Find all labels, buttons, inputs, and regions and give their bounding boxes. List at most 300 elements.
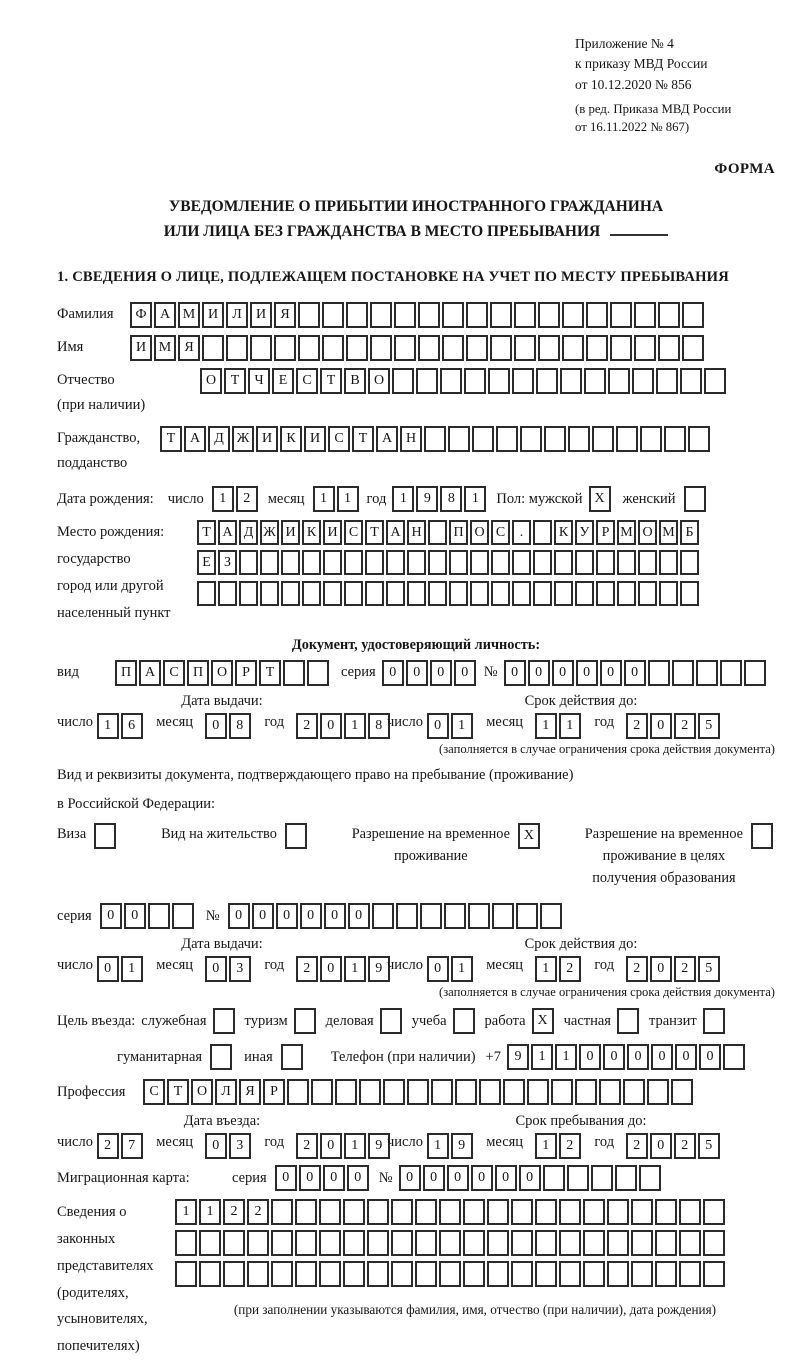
char-cell[interactable]: 2 <box>626 956 648 982</box>
char-cell[interactable] <box>322 335 344 361</box>
checkbox-official[interactable] <box>213 1008 237 1034</box>
char-cell[interactable]: Ч <box>248 368 270 394</box>
char-cell[interactable] <box>751 823 773 849</box>
char-cell[interactable]: К <box>302 520 321 545</box>
char-cell[interactable] <box>560 368 582 394</box>
char-cell[interactable] <box>247 1261 269 1287</box>
char-cell[interactable] <box>671 1079 693 1105</box>
char-cell[interactable] <box>298 335 320 361</box>
char-cell[interactable] <box>94 823 116 849</box>
char-cell[interactable] <box>431 1079 453 1105</box>
checkbox-study[interactable] <box>453 1008 477 1034</box>
char-cell[interactable]: 1 <box>344 713 366 739</box>
char-cell[interactable] <box>591 1165 613 1191</box>
char-cell[interactable] <box>383 1079 405 1105</box>
char-cell[interactable] <box>470 550 489 575</box>
char-cell[interactable] <box>468 903 490 929</box>
char-cell[interactable]: 0 <box>427 956 449 982</box>
char-cell[interactable] <box>319 1199 341 1225</box>
char-cell[interactable] <box>704 368 726 394</box>
char-cell[interactable] <box>370 335 392 361</box>
char-cell[interactable]: О <box>200 368 222 394</box>
checkbox-male[interactable] <box>589 486 613 512</box>
char-cell[interactable]: А <box>386 520 405 545</box>
char-cell[interactable] <box>302 581 321 606</box>
char-cell[interactable] <box>323 581 342 606</box>
char-cell[interactable]: 0 <box>675 1044 697 1070</box>
char-cell[interactable] <box>514 335 536 361</box>
char-cell[interactable] <box>386 581 405 606</box>
char-cell[interactable] <box>455 1079 477 1105</box>
checkbox-private[interactable] <box>617 1008 641 1034</box>
char-cell[interactable] <box>344 550 363 575</box>
char-cell[interactable]: Т <box>320 368 342 394</box>
char-cell[interactable] <box>638 581 657 606</box>
char-cell[interactable]: 2 <box>674 956 696 982</box>
char-cell[interactable] <box>250 335 272 361</box>
checkbox-tourism[interactable] <box>294 1008 318 1034</box>
char-cell[interactable] <box>703 1261 725 1287</box>
char-cell[interactable]: 0 <box>347 1165 369 1191</box>
char-cell[interactable] <box>703 1008 725 1034</box>
char-cell[interactable]: 1 <box>313 486 335 512</box>
char-cell[interactable] <box>639 1165 661 1191</box>
char-cell[interactable]: 0 <box>495 1165 517 1191</box>
char-cell[interactable] <box>617 550 636 575</box>
char-cell[interactable]: 2 <box>626 1133 648 1159</box>
char-cell[interactable] <box>672 660 694 686</box>
char-cell[interactable]: И <box>323 520 342 545</box>
char-cell[interactable] <box>407 581 426 606</box>
char-cell[interactable]: Т <box>197 520 216 545</box>
char-cell[interactable] <box>453 1008 475 1034</box>
char-cell[interactable]: 0 <box>276 903 298 929</box>
char-cell[interactable] <box>365 550 384 575</box>
char-cell[interactable] <box>680 581 699 606</box>
char-cell[interactable] <box>723 1044 745 1070</box>
char-cell[interactable]: А <box>154 302 176 328</box>
char-cell[interactable] <box>610 335 632 361</box>
char-cell[interactable]: Т <box>259 660 281 686</box>
char-cell[interactable]: 2 <box>296 956 318 982</box>
char-cell[interactable] <box>439 1261 461 1287</box>
char-cell[interactable]: 0 <box>427 713 449 739</box>
char-cell[interactable] <box>592 426 614 452</box>
char-cell[interactable] <box>287 1079 309 1105</box>
char-cell[interactable]: 8 <box>440 486 462 512</box>
char-cell[interactable]: 2 <box>626 713 648 739</box>
char-cell[interactable] <box>407 550 426 575</box>
char-cell[interactable]: 0 <box>552 660 574 686</box>
char-cell[interactable]: 9 <box>507 1044 529 1070</box>
char-cell[interactable]: 9 <box>451 1133 473 1159</box>
char-cell[interactable]: 0 <box>579 1044 601 1070</box>
char-cell[interactable]: Р <box>596 520 615 545</box>
char-cell[interactable] <box>583 1199 605 1225</box>
char-cell[interactable] <box>428 581 447 606</box>
char-cell[interactable]: М <box>659 520 678 545</box>
char-cell[interactable]: 9 <box>416 486 438 512</box>
char-cell[interactable]: И <box>130 335 152 361</box>
char-cell[interactable]: 1 <box>535 713 557 739</box>
char-cell[interactable]: И <box>281 520 300 545</box>
char-cell[interactable]: Н <box>400 426 422 452</box>
char-cell[interactable]: В <box>344 368 366 394</box>
char-cell[interactable] <box>202 335 224 361</box>
char-cell[interactable] <box>540 903 562 929</box>
char-cell[interactable] <box>575 1079 597 1105</box>
char-cell[interactable] <box>448 426 470 452</box>
char-cell[interactable]: 1 <box>175 1199 197 1225</box>
char-cell[interactable] <box>424 426 446 452</box>
char-cell[interactable] <box>491 581 510 606</box>
char-cell[interactable]: 5 <box>698 956 720 982</box>
char-cell[interactable] <box>516 903 538 929</box>
char-cell[interactable]: К <box>280 426 302 452</box>
char-cell[interactable] <box>655 1261 677 1287</box>
char-cell[interactable]: М <box>617 520 636 545</box>
char-cell[interactable] <box>491 550 510 575</box>
char-cell[interactable] <box>367 1261 389 1287</box>
char-cell[interactable] <box>535 1230 557 1256</box>
char-cell[interactable] <box>464 368 486 394</box>
char-cell[interactable] <box>583 1230 605 1256</box>
char-cell[interactable]: И <box>304 426 326 452</box>
char-cell[interactable]: Л <box>226 302 248 328</box>
char-cell[interactable] <box>514 302 536 328</box>
char-cell[interactable] <box>487 1261 509 1287</box>
char-cell[interactable] <box>536 368 558 394</box>
char-cell[interactable] <box>559 1199 581 1225</box>
char-cell[interactable] <box>365 581 384 606</box>
char-cell[interactable] <box>533 520 552 545</box>
char-cell[interactable]: 0 <box>504 660 526 686</box>
char-cell[interactable] <box>322 302 344 328</box>
char-cell[interactable]: 9 <box>368 1133 390 1159</box>
char-cell[interactable]: 1 <box>535 956 557 982</box>
char-cell[interactable] <box>559 1261 581 1287</box>
char-cell[interactable]: 0 <box>320 713 342 739</box>
char-cell[interactable] <box>466 335 488 361</box>
char-cell[interactable] <box>586 302 608 328</box>
char-cell[interactable]: 0 <box>399 1165 421 1191</box>
char-cell[interactable] <box>319 1230 341 1256</box>
char-cell[interactable] <box>470 581 489 606</box>
char-cell[interactable]: 0 <box>275 1165 297 1191</box>
char-cell[interactable]: Ж <box>260 520 279 545</box>
char-cell[interactable]: 1 <box>559 713 581 739</box>
char-cell[interactable]: Я <box>239 1079 261 1105</box>
char-cell[interactable] <box>664 426 686 452</box>
char-cell[interactable] <box>463 1261 485 1287</box>
char-cell[interactable]: 0 <box>406 660 428 686</box>
char-cell[interactable] <box>449 550 468 575</box>
char-cell[interactable] <box>213 1008 235 1034</box>
char-cell[interactable] <box>562 302 584 328</box>
char-cell[interactable]: 0 <box>320 1133 342 1159</box>
char-cell[interactable]: П <box>449 520 468 545</box>
char-cell[interactable] <box>632 368 654 394</box>
char-cell[interactable] <box>487 1199 509 1225</box>
char-cell[interactable] <box>503 1079 525 1105</box>
char-cell[interactable] <box>596 550 615 575</box>
char-cell[interactable]: Я <box>274 302 296 328</box>
char-cell[interactable]: 8 <box>368 713 390 739</box>
char-cell[interactable] <box>631 1199 653 1225</box>
char-cell[interactable] <box>428 520 447 545</box>
checkbox-business[interactable] <box>380 1008 404 1034</box>
char-cell[interactable] <box>538 335 560 361</box>
char-cell[interactable]: М <box>178 302 200 328</box>
char-cell[interactable] <box>607 1199 629 1225</box>
char-cell[interactable]: 3 <box>229 1133 251 1159</box>
char-cell[interactable] <box>559 1230 581 1256</box>
char-cell[interactable]: П <box>115 660 137 686</box>
char-cell[interactable]: 0 <box>252 903 274 929</box>
char-cell[interactable]: 1 <box>427 1133 449 1159</box>
char-cell[interactable] <box>682 302 704 328</box>
checkbox-temp-residence-education[interactable] <box>751 823 775 849</box>
char-cell[interactable] <box>343 1261 365 1287</box>
char-cell[interactable]: 0 <box>205 1133 227 1159</box>
char-cell[interactable] <box>680 368 702 394</box>
char-cell[interactable] <box>391 1261 413 1287</box>
char-cell[interactable]: 0 <box>600 660 622 686</box>
char-cell[interactable] <box>394 335 416 361</box>
char-cell[interactable]: 1 <box>531 1044 553 1070</box>
char-cell[interactable]: Ф <box>130 302 152 328</box>
char-cell[interactable]: 0 <box>100 903 122 929</box>
char-cell[interactable] <box>442 335 464 361</box>
checkbox-temp-residence[interactable] <box>518 823 542 849</box>
char-cell[interactable]: 0 <box>447 1165 469 1191</box>
char-cell[interactable] <box>623 1079 645 1105</box>
char-cell[interactable] <box>463 1199 485 1225</box>
char-cell[interactable]: 0 <box>300 903 322 929</box>
char-cell[interactable] <box>223 1230 245 1256</box>
char-cell[interactable]: 1 <box>121 956 143 982</box>
char-cell[interactable] <box>380 1008 402 1034</box>
char-cell[interactable] <box>512 368 534 394</box>
char-cell[interactable] <box>407 1079 429 1105</box>
char-cell[interactable]: 0 <box>603 1044 625 1070</box>
char-cell[interactable] <box>239 581 258 606</box>
char-cell[interactable] <box>386 550 405 575</box>
char-cell[interactable] <box>511 1230 533 1256</box>
char-cell[interactable] <box>490 335 512 361</box>
char-cell[interactable]: 3 <box>229 956 251 982</box>
char-cell[interactable] <box>274 335 296 361</box>
char-cell[interactable] <box>490 302 512 328</box>
char-cell[interactable]: 1 <box>344 956 366 982</box>
char-cell[interactable] <box>323 550 342 575</box>
char-cell[interactable] <box>472 426 494 452</box>
char-cell[interactable] <box>655 1230 677 1256</box>
char-cell[interactable]: 2 <box>223 1199 245 1225</box>
checkbox-female[interactable] <box>684 486 708 512</box>
char-cell[interactable] <box>658 335 680 361</box>
char-cell[interactable] <box>391 1230 413 1256</box>
char-cell[interactable] <box>575 581 594 606</box>
char-cell[interactable] <box>659 550 678 575</box>
char-cell[interactable] <box>346 302 368 328</box>
char-cell[interactable] <box>744 660 766 686</box>
char-cell[interactable]: 0 <box>205 713 227 739</box>
char-cell[interactable]: 1 <box>199 1199 221 1225</box>
char-cell[interactable]: Р <box>263 1079 285 1105</box>
char-cell[interactable] <box>343 1199 365 1225</box>
char-cell[interactable] <box>449 581 468 606</box>
char-cell[interactable] <box>281 1044 303 1070</box>
char-cell[interactable] <box>343 1230 365 1256</box>
char-cell[interactable] <box>607 1230 629 1256</box>
char-cell[interactable] <box>442 302 464 328</box>
char-cell[interactable]: 0 <box>97 956 119 982</box>
char-cell[interactable] <box>640 426 662 452</box>
char-cell[interactable] <box>175 1261 197 1287</box>
char-cell[interactable] <box>696 660 718 686</box>
char-cell[interactable] <box>512 581 531 606</box>
char-cell[interactable] <box>584 368 606 394</box>
char-cell[interactable]: 1 <box>535 1133 557 1159</box>
char-cell[interactable] <box>634 302 656 328</box>
char-cell[interactable] <box>346 335 368 361</box>
char-cell[interactable] <box>647 1079 669 1105</box>
char-cell[interactable] <box>175 1230 197 1256</box>
checkbox-other[interactable] <box>281 1044 305 1070</box>
char-cell[interactable]: И <box>202 302 224 328</box>
char-cell[interactable] <box>307 660 329 686</box>
char-cell[interactable]: 0 <box>320 956 342 982</box>
char-cell[interactable] <box>285 823 307 849</box>
char-cell[interactable] <box>583 1261 605 1287</box>
char-cell[interactable] <box>415 1230 437 1256</box>
char-cell[interactable]: 0 <box>650 1133 672 1159</box>
char-cell[interactable] <box>463 1230 485 1256</box>
char-cell[interactable] <box>631 1261 653 1287</box>
char-cell[interactable]: С <box>296 368 318 394</box>
char-cell[interactable]: 0 <box>454 660 476 686</box>
char-cell[interactable]: 1 <box>451 956 473 982</box>
char-cell[interactable] <box>688 426 710 452</box>
char-cell[interactable]: Е <box>272 368 294 394</box>
char-cell[interactable]: 0 <box>627 1044 649 1070</box>
char-cell[interactable] <box>271 1230 293 1256</box>
char-cell[interactable] <box>511 1199 533 1225</box>
char-cell[interactable]: Д <box>208 426 230 452</box>
char-cell[interactable]: 1 <box>97 713 119 739</box>
char-cell[interactable]: 0 <box>323 1165 345 1191</box>
char-cell[interactable] <box>394 302 416 328</box>
char-cell[interactable] <box>554 581 573 606</box>
char-cell[interactable] <box>370 302 392 328</box>
checkbox-transit[interactable] <box>703 1008 727 1034</box>
char-cell[interactable] <box>512 550 531 575</box>
char-cell[interactable] <box>679 1230 701 1256</box>
char-cell[interactable]: З <box>218 550 237 575</box>
char-cell[interactable] <box>281 581 300 606</box>
checkbox-humanitarian[interactable] <box>210 1044 234 1070</box>
char-cell[interactable]: Т <box>352 426 374 452</box>
char-cell[interactable]: М <box>154 335 176 361</box>
char-cell[interactable]: 5 <box>698 713 720 739</box>
char-cell[interactable] <box>281 550 300 575</box>
char-cell[interactable]: 7 <box>121 1133 143 1159</box>
char-cell[interactable]: С <box>163 660 185 686</box>
char-cell[interactable] <box>487 1230 509 1256</box>
char-cell[interactable] <box>658 302 680 328</box>
char-cell[interactable] <box>283 660 305 686</box>
char-cell[interactable]: 0 <box>650 713 672 739</box>
char-cell[interactable] <box>679 1261 701 1287</box>
char-cell[interactable]: Т <box>224 368 246 394</box>
char-cell[interactable]: 0 <box>471 1165 493 1191</box>
char-cell[interactable]: О <box>368 368 390 394</box>
char-cell[interactable]: 2 <box>97 1133 119 1159</box>
char-cell[interactable] <box>415 1261 437 1287</box>
char-cell[interactable]: 0 <box>699 1044 721 1070</box>
char-cell[interactable] <box>617 581 636 606</box>
char-cell[interactable]: 0 <box>430 660 452 686</box>
char-cell[interactable] <box>311 1079 333 1105</box>
char-cell[interactable]: Т <box>167 1079 189 1105</box>
char-cell[interactable]: О <box>470 520 489 545</box>
char-cell[interactable]: И <box>250 302 272 328</box>
char-cell[interactable]: 1 <box>392 486 414 512</box>
char-cell[interactable] <box>391 1199 413 1225</box>
char-cell[interactable]: 1 <box>451 713 473 739</box>
char-cell[interactable] <box>247 1230 269 1256</box>
char-cell[interactable] <box>617 1008 639 1034</box>
char-cell[interactable]: 0 <box>205 956 227 982</box>
char-cell[interactable] <box>682 335 704 361</box>
char-cell[interactable]: Ж <box>232 426 254 452</box>
char-cell[interactable]: К <box>554 520 573 545</box>
char-cell[interactable]: X <box>532 1008 554 1034</box>
char-cell[interactable] <box>511 1261 533 1287</box>
char-cell[interactable]: 0 <box>650 956 672 982</box>
char-cell[interactable]: 1 <box>464 486 486 512</box>
char-cell[interactable]: С <box>344 520 363 545</box>
char-cell[interactable]: X <box>518 823 540 849</box>
char-cell[interactable]: О <box>211 660 233 686</box>
char-cell[interactable]: . <box>512 520 531 545</box>
char-cell[interactable]: Д <box>239 520 258 545</box>
char-cell[interactable] <box>260 581 279 606</box>
char-cell[interactable] <box>302 550 321 575</box>
char-cell[interactable] <box>684 486 706 512</box>
char-cell[interactable]: X <box>589 486 611 512</box>
char-cell[interactable] <box>367 1230 389 1256</box>
char-cell[interactable]: 0 <box>576 660 598 686</box>
checkbox-residence-permit[interactable] <box>285 823 309 849</box>
char-cell[interactable] <box>638 550 657 575</box>
char-cell[interactable] <box>298 302 320 328</box>
char-cell[interactable] <box>568 426 590 452</box>
char-cell[interactable] <box>616 426 638 452</box>
char-cell[interactable] <box>440 368 462 394</box>
char-cell[interactable] <box>533 581 552 606</box>
char-cell[interactable]: 1 <box>344 1133 366 1159</box>
char-cell[interactable] <box>172 903 194 929</box>
char-cell[interactable] <box>367 1199 389 1225</box>
char-cell[interactable] <box>527 1079 549 1105</box>
char-cell[interactable] <box>535 1199 557 1225</box>
char-cell[interactable] <box>295 1199 317 1225</box>
char-cell[interactable] <box>599 1079 621 1105</box>
char-cell[interactable] <box>659 581 678 606</box>
char-cell[interactable] <box>148 903 170 929</box>
